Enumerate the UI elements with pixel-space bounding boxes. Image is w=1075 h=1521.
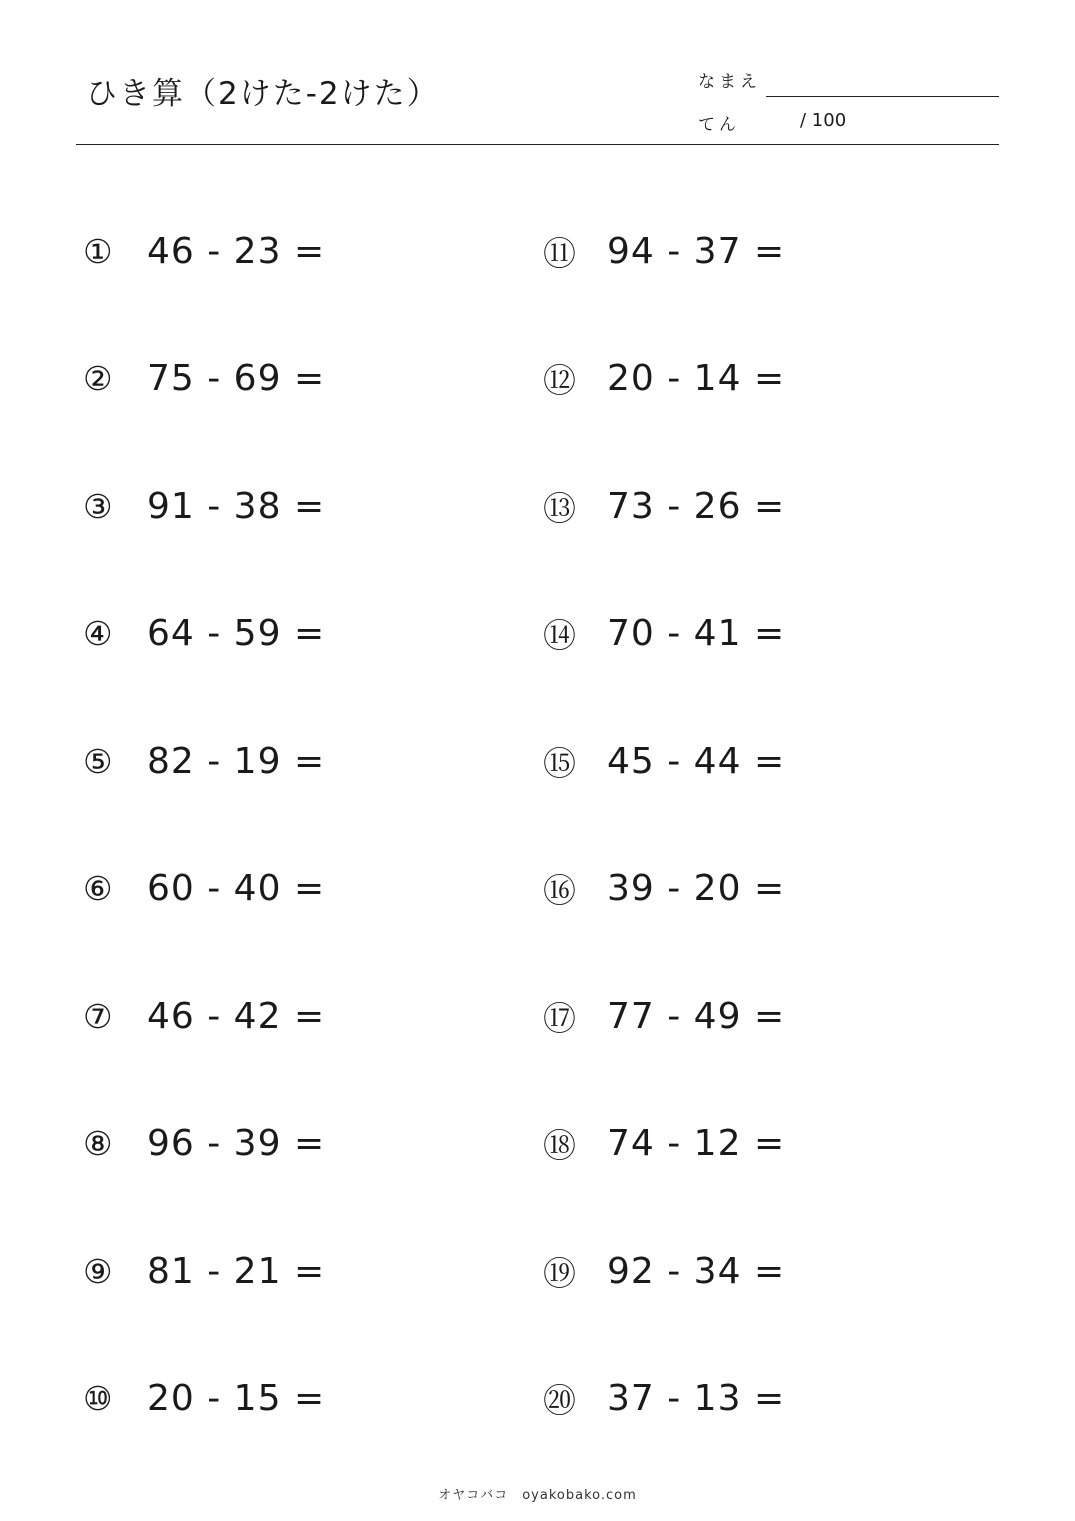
problem-item (543, 1374, 785, 1424)
problem-item (543, 864, 785, 914)
problem-expression: 64 - 59 = (147, 613, 326, 654)
problem-item (83, 226, 325, 276)
problem-number: ⑥ (83, 869, 113, 908)
problem-item (543, 481, 785, 531)
score-label: てん (698, 115, 740, 135)
problem-expression: 96 - 39 = (147, 1123, 326, 1164)
problem-expression: 20 - 15 = (147, 1378, 326, 1419)
problem-expression: 75 - 69 = (147, 358, 326, 399)
problem-number: ⑫ (543, 361, 576, 400)
problem-number: ⑪ (543, 233, 576, 273)
problem-expression: 81 - 21 = (147, 1250, 326, 1292)
problem-item (543, 991, 785, 1041)
problem-item (83, 1246, 325, 1296)
name-write-line (766, 96, 999, 97)
problem-number: ④ (83, 614, 113, 653)
problem-number: ⑮ (543, 743, 576, 783)
problem-number: ① (83, 231, 113, 271)
problem-expression: 60 - 40 = (147, 868, 326, 909)
problem-item (543, 609, 785, 659)
problem-expression: 77 - 49 = (607, 995, 786, 1037)
problem-expression: 46 - 42 = (147, 995, 326, 1037)
problem-number: ⑧ (83, 1124, 113, 1163)
page-title: ひき算（2けた-2けた） (86, 76, 440, 112)
problem-expression: 73 - 26 = (607, 485, 786, 527)
problem-expression: 20 - 14 = (607, 358, 786, 399)
problem-item (543, 1119, 785, 1169)
problem-number: ⑦ (83, 996, 113, 1036)
problem-item (83, 481, 325, 531)
problem-expression: 82 - 19 = (147, 740, 326, 782)
problem-number: ⑳ (543, 1381, 576, 1420)
worksheet-header (76, 0, 999, 145)
name-label: なまえ (698, 72, 761, 92)
problem-expression: 39 - 20 = (607, 868, 786, 909)
problem-expression: 94 - 37 = (607, 230, 786, 272)
problem-item (83, 609, 325, 659)
problem-expression: 92 - 34 = (607, 1250, 786, 1292)
problem-item (83, 736, 325, 786)
problem-expression: 74 - 12 = (607, 1123, 786, 1164)
problem-item (83, 354, 325, 404)
problem-item (83, 864, 325, 914)
problem-number: ⑬ (543, 488, 576, 528)
problem-number: ⑩ (83, 1379, 113, 1418)
problem-item (83, 1119, 325, 1169)
problem-item (543, 354, 785, 404)
problem-item (543, 736, 785, 786)
problem-item (543, 226, 785, 276)
footer-credit: オヤコバコ oyakobako.com (438, 1488, 637, 1503)
problem-expression: 46 - 23 = (147, 230, 326, 272)
problem-number: ⑯ (543, 871, 576, 910)
problem-number: ⑨ (83, 1251, 113, 1291)
problem-expression: 37 - 13 = (607, 1378, 786, 1419)
problem-item (83, 1374, 325, 1424)
problem-item (543, 1246, 785, 1296)
problem-number: ⑤ (83, 741, 113, 781)
problem-expression: 91 - 38 = (147, 485, 326, 527)
problem-number: ② (83, 359, 113, 398)
score-max: / 100 (800, 110, 847, 131)
problem-number: ⑭ (543, 616, 576, 655)
problem-item (83, 991, 325, 1041)
problem-number: ③ (83, 486, 113, 526)
problem-expression: 70 - 41 = (607, 613, 786, 654)
problem-number: ⑰ (543, 998, 576, 1038)
problem-number: ⑱ (543, 1126, 576, 1165)
problem-expression: 45 - 44 = (607, 740, 786, 782)
problem-number: ⑲ (543, 1253, 576, 1293)
